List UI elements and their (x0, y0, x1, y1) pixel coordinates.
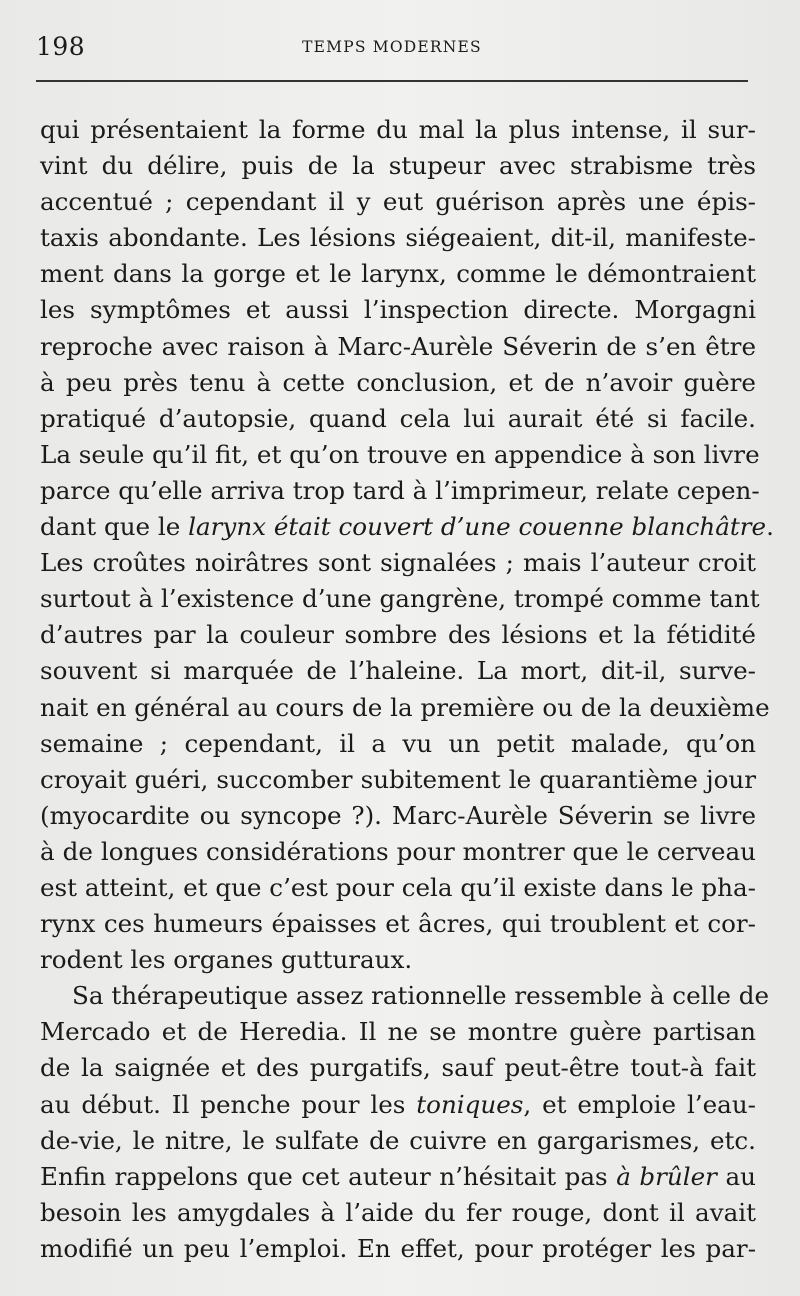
text-segment: les symptômes et aussi l’inspection directe. Morgagni (40, 295, 756, 325)
text-segment: souvent si marquée de l’haleine. La mort, dit-il, surve- (40, 656, 756, 686)
text-segment: Sa thérapeutique assez rationnelle ressemble à celle de (72, 981, 770, 1011)
text-line (40, 1123, 756, 1159)
text-segment: rynx ces humeurs épaisses et âcres, qui troublent et cor- (40, 909, 756, 939)
text-segment: La seule qu’il fit, et qu’on trouve en appendice à son livre (40, 439, 760, 469)
text-line (40, 292, 756, 328)
text-line (40, 978, 770, 1014)
text-line (40, 690, 770, 726)
italic-text: toniques (416, 1089, 524, 1119)
italic-text: à brûler (616, 1161, 717, 1191)
text-segment: reproche avec raison à Marc-Aurèle Séverin de s’en être (40, 331, 756, 361)
text-segment: (myocardite ou syncope ?). Marc-Aurèle Séverin se livre (40, 800, 756, 830)
text-segment: à de longues considérations pour montrer que le cerveau (40, 836, 756, 866)
text-segment: au (716, 1161, 756, 1191)
text-segment: vint du délire, puis de la stupeur avec strabisme très (40, 151, 756, 181)
body-text (40, 112, 774, 1267)
header-rule (36, 80, 748, 82)
text-segment: Enfin rappelons que cet auteur n’hésitait pas (40, 1161, 617, 1191)
text-line (40, 870, 756, 906)
text-line (40, 653, 756, 689)
text-segment: surtout à l’existence d’une gangrène, trompé comme tant (40, 584, 760, 614)
text-segment: , et emploie l’eau- (523, 1089, 756, 1119)
text-segment: qui présentaient la forme du mal la plus intense, il sur- (40, 115, 756, 144)
text-segment: nait en général au cours de la première ou de la deuxième (40, 692, 770, 722)
text-line (40, 798, 756, 834)
text-segment: est atteint, et que c’est pour cela qu’il existe dans le pha- (40, 872, 756, 902)
text-line (40, 148, 756, 184)
text-segment: parce qu’elle arriva trop tard à l’imprimeur, relate cepen- (40, 475, 760, 505)
text-segment: ment dans la gorge et le larynx, comme le démontraient (40, 259, 756, 289)
text-line (40, 365, 756, 401)
text-line (40, 509, 774, 545)
text-segment: . (766, 512, 774, 542)
text-segment: accentué ; cependant il y eut guérison après une épis- (40, 187, 756, 217)
text-line (40, 1050, 756, 1086)
text-line (40, 473, 760, 509)
text-segment: pratiqué d’autopsie, quand cela lui aurait été si facile. (40, 403, 756, 433)
text-segment: de la saignée et des purgatifs, sauf peut-être tout-à fait (40, 1053, 756, 1083)
text-line (40, 762, 756, 798)
text-line (40, 1014, 756, 1050)
text-segment: besoin les amygdales à l’aide du fer rouge, dont il avait (40, 1197, 756, 1227)
text-line (40, 1087, 756, 1123)
text-line (40, 329, 756, 365)
text-segment: de-vie, le nitre, le sulfate de cuivre en gargarismes, etc. (40, 1125, 756, 1155)
page-header (36, 30, 748, 66)
paragraph (40, 112, 774, 978)
text-line (40, 726, 756, 762)
text-line (40, 184, 756, 220)
text-line (40, 906, 756, 942)
text-segment: d’autres par la couleur sombre des lésions et la fétidité (40, 620, 756, 650)
running-title: TEMPS MODERNES (302, 38, 482, 56)
page-number: 198 (36, 32, 86, 61)
paragraph (40, 978, 770, 1267)
text-line (40, 942, 756, 978)
text-line (40, 834, 756, 870)
text-line (40, 581, 760, 617)
text-line (40, 1159, 756, 1195)
text-segment: Les croûtes noirâtres sont signalées ; mais l’auteur croit (40, 548, 756, 578)
text-segment: semaine ; cependant, il a vu un petit malade, qu’on (40, 728, 756, 758)
text-line (40, 1195, 756, 1231)
text-line (40, 220, 756, 256)
text-segment: à peu près tenu à cette conclusion, et de n’avoir guère (40, 367, 756, 397)
text-line (40, 256, 756, 292)
text-line (40, 1231, 756, 1267)
text-segment: modifié un peu l’emploi. En effet, pour protéger les par- (40, 1233, 756, 1263)
text-line (40, 112, 756, 148)
italic-text: larynx était couvert d’une couenne blanchâtre (188, 512, 767, 542)
text-line (40, 617, 756, 653)
text-segment: croyait guéri, succomber subitement le quarantième jour (40, 764, 756, 794)
text-segment: dant que le (40, 512, 189, 542)
text-segment: au début. Il penche pour les (40, 1089, 417, 1119)
text-segment: Mercado et de Heredia. Il ne se montre guère partisan (40, 1017, 756, 1047)
text-line (40, 401, 756, 437)
text-segment: taxis abondante. Les lésions siégeaient, dit-il, manifeste- (40, 223, 756, 253)
text-line (40, 437, 760, 473)
text-segment: rodent les organes gutturaux. (40, 945, 413, 975)
text-line (40, 545, 756, 581)
